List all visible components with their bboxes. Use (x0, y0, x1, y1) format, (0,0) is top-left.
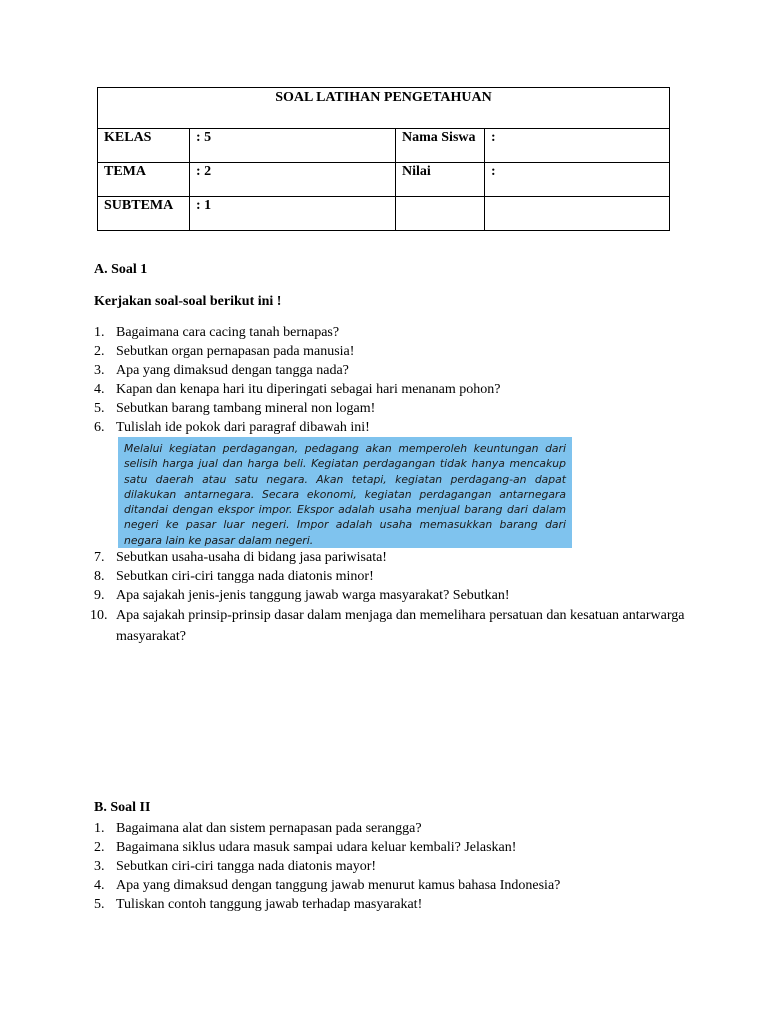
question-text: Sebutkan organ pernapasan pada manusia! (116, 344, 355, 359)
label-tema: TEMA (98, 163, 190, 197)
question-number: 10. (90, 608, 108, 623)
question-text: Apa sajakah prinsip-prinsip dasar dalam menjaga dan memelihara persatuan dan kesatuan antarwarga masyarakat? (116, 608, 685, 644)
header-table (97, 87, 670, 231)
question-text: Bagaimana alat dan sistem pernapasan pada serangga? (116, 821, 422, 836)
label-nilai: Nilai (396, 163, 485, 197)
section-a-heading: A. Soal 1 (94, 262, 148, 277)
value-kelas: : 5 (190, 129, 396, 163)
question-text: Tulislah ide pokok dari paragraf dibawah ini! (116, 420, 370, 435)
question-text: Tuliskan contoh tanggung jawab terhadap masyarakat! (116, 897, 423, 912)
header-title: SOAL LATIHAN PENGETAHUAN (98, 88, 670, 129)
question-text: Bagaimana siklus udara masuk sampai udara keluar kembali? Jelaskan! (116, 840, 517, 855)
question-number: 1. (94, 325, 105, 340)
question-number: 9. (94, 588, 105, 603)
question-number: 3. (94, 363, 105, 378)
question-text: Bagaimana cara cacing tanah bernapas? (116, 325, 340, 340)
value-nama-siswa[interactable]: : (485, 129, 670, 163)
question-text: Sebutkan barang tambang mineral non logam! (116, 401, 376, 416)
section-b-heading: B. Soal II (94, 800, 151, 815)
question-number: 7. (94, 550, 105, 565)
question-text: Sebutkan ciri-ciri tangga nada diatonis mayor! (116, 859, 377, 874)
question-number: 6. (94, 420, 105, 435)
empty-cell (485, 197, 670, 231)
question-number: 5. (94, 401, 105, 416)
value-nilai[interactable]: : (485, 163, 670, 197)
section-a-instruction: Kerjakan soal-soal berikut ini ! (94, 294, 282, 309)
question-text: Apa yang dimaksud dengan tangga nada? (116, 363, 349, 378)
question-text: Sebutkan usaha-usaha di bidang jasa pariwisata! (116, 550, 387, 565)
question-text: Apa yang dimaksud dengan tanggung jawab menurut kamus bahasa Indonesia? (116, 878, 561, 893)
label-kelas: KELAS (98, 129, 190, 163)
reading-passage: Melalui kegiatan perdagangan, pedagang akan memperoleh keuntungan dari selisih harga jual dan harga beli. Kegiatan perdagangan tidak hanya mencakup satu daerah atau satu negara. Akan tetapi, kegiatan perdagang-an dapat dilakukan antarnegara. Secara ekonomi, kegiatan perdagangan antarnegara ditandai dengan ekspor impor. Ekspor adalah usaha menjual barang dari dalam negeri ke pasar luar negeri. Impor adalah usaha memasukkan barang dari negara lain ke pasar dalam negeri. (118, 437, 572, 548)
question-number: 5. (94, 897, 105, 912)
question-number: 2. (94, 344, 105, 359)
question-number: 8. (94, 569, 105, 584)
question-number: 3. (94, 859, 105, 874)
question-text: Sebutkan ciri-ciri tangga nada diatonis minor! (116, 569, 374, 584)
question-text: Kapan dan kenapa hari itu diperingati sebagai hari menanam pohon? (116, 382, 501, 397)
value-tema: : 2 (190, 163, 396, 197)
question-number: 1. (94, 821, 105, 836)
question-text: Apa sajakah jenis-jenis tanggung jawab warga masyarakat? Sebutkan! (116, 588, 510, 603)
value-subtema: : 1 (190, 197, 396, 231)
question-number: 4. (94, 382, 105, 397)
empty-cell (396, 197, 485, 231)
label-subtema: SUBTEMA (98, 197, 190, 231)
question-number: 2. (94, 840, 105, 855)
question-number: 4. (94, 878, 105, 893)
label-nama-siswa: Nama Siswa (396, 129, 485, 163)
